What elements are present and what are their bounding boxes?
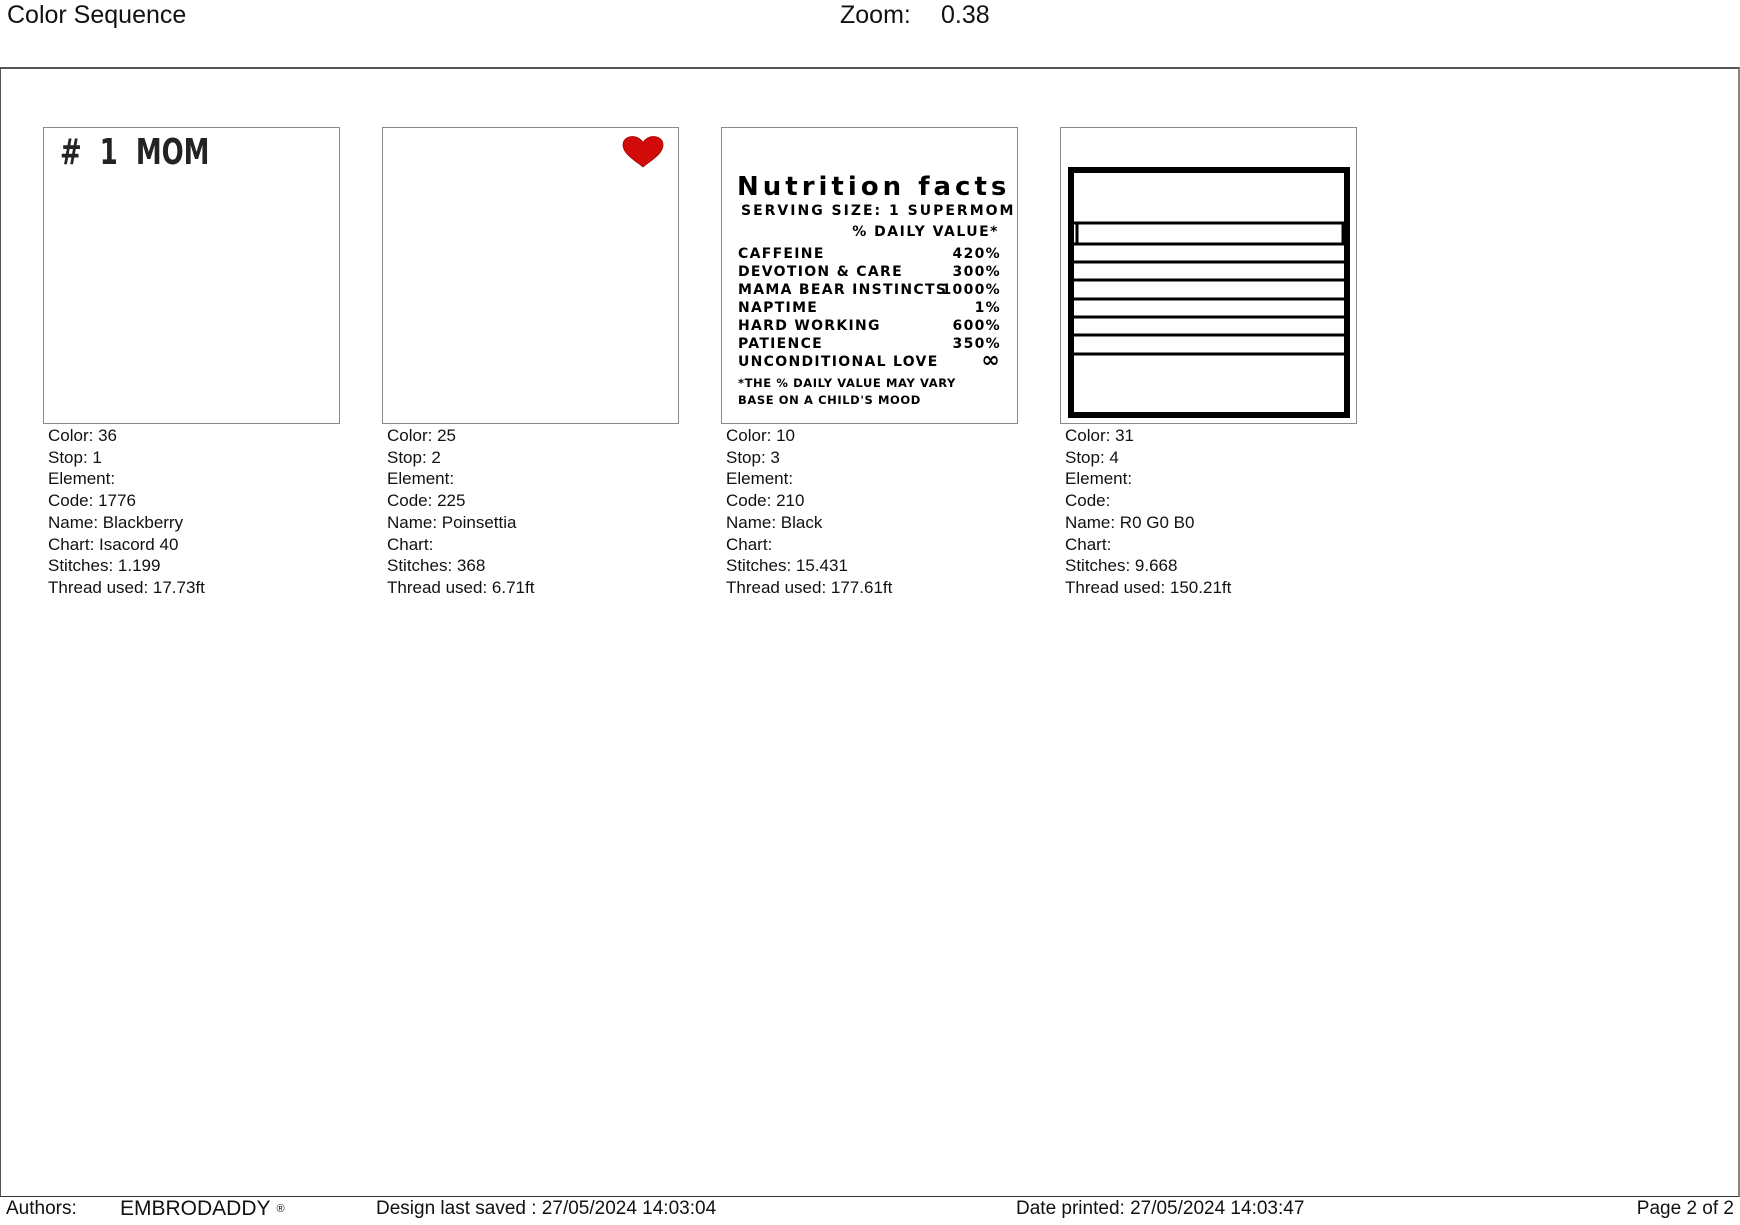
stop-1-info	[48, 425, 205, 599]
nutrition-facts-design	[722, 128, 1017, 423]
thread-used: Thread used: 17.73ft	[48, 577, 205, 597]
footnote-line-1: *THE % DAILY VALUE MAY VARY	[738, 376, 956, 390]
row-value: 350%	[952, 336, 1001, 352]
daily-value-header: % DAILY VALUE*	[852, 224, 999, 240]
mom-text-design: # 1 MOM	[60, 132, 210, 173]
row-label: MAMA BEAR INSTINCTS	[738, 282, 948, 298]
color-number: Color: 36	[48, 426, 117, 445]
row-label: CAFFEINE	[738, 246, 825, 262]
row-label: HARD WORKING	[738, 318, 881, 334]
stop-number: Stop: 1	[48, 447, 102, 467]
thread-used: Thread used: 150.21ft	[1065, 577, 1232, 597]
color-number: Color: 31	[1065, 426, 1134, 445]
thread-used: Thread used: 177.61ft	[726, 577, 893, 597]
color-number: Color: 10	[726, 426, 795, 445]
page-title: Color Sequence	[7, 1, 187, 29]
zoom-label: Zoom:	[840, 1, 911, 29]
stop-2-info	[387, 425, 534, 599]
thread-name: Name: Blackberry	[48, 512, 184, 532]
stop-1-preview	[43, 127, 340, 424]
thread-code: Code: 210	[726, 491, 805, 511]
nutrition-row	[738, 282, 1001, 300]
author-name	[120, 1197, 285, 1221]
stitch-count: Stitches: 368	[387, 556, 486, 576]
row-value: 1%	[974, 300, 1001, 316]
stitch-count: Stitches: 1.199	[48, 556, 161, 576]
thread-chart: Chart:	[726, 534, 773, 554]
nutrition-row	[738, 318, 1001, 336]
footnote-line-2: BASE ON A CHILD'S MOOD	[738, 393, 921, 407]
row-label: UNCONDITIONAL LOVE	[738, 354, 939, 370]
stop-number: Stop: 3	[726, 447, 780, 467]
row-value: 1000%	[941, 282, 1001, 298]
nutrition-title: Nutrition facts	[737, 172, 1011, 202]
infinity-icon: ∞	[981, 348, 1001, 373]
serving-size: SERVING SIZE: 1 SUPERMOM	[741, 203, 1016, 219]
nutrition-row	[738, 246, 1001, 264]
page-number: Page 2 of 2	[1636, 1198, 1734, 1219]
thread-chart: Chart: Isacord 40	[48, 534, 179, 554]
nutrition-row	[738, 264, 1001, 282]
stop-number: Stop: 4	[1065, 447, 1119, 467]
stop-number: Stop: 2	[387, 447, 441, 467]
nutrition-row	[738, 336, 1001, 354]
thread-code: Code:	[1065, 491, 1111, 511]
date-printed: Date printed: 27/05/2024 14:03:47	[1016, 1198, 1305, 1219]
zoom-value: 0.38	[941, 1, 990, 29]
nutrition-row	[738, 348, 1001, 373]
author: EMBRODADDY	[120, 1197, 271, 1220]
row-value: 420%	[952, 246, 1001, 262]
stop-3-info	[726, 425, 892, 599]
thread-chart: Chart:	[1065, 534, 1112, 554]
stop-2-preview	[382, 127, 679, 424]
design-last-saved: Design last saved : 27/05/2024 14:03:04	[376, 1198, 717, 1219]
element: Element:	[1065, 469, 1133, 489]
row-label: DEVOTION & CARE	[738, 264, 903, 280]
row-value: 300%	[952, 264, 1001, 280]
thread-name: Name: Black	[726, 512, 823, 532]
stop-4-info	[1065, 425, 1231, 599]
row-label: NAPTIME	[738, 300, 819, 316]
registered-mark: ®	[276, 1203, 285, 1215]
nutrition-row	[738, 300, 1001, 318]
color-number: Color: 25	[387, 426, 456, 445]
thread-code: Code: 225	[387, 491, 466, 511]
stitch-count: Stitches: 15.431	[726, 556, 848, 576]
row-label: PATIENCE	[738, 336, 824, 352]
stop-4-preview	[1060, 127, 1357, 424]
thread-code: Code: 1776	[48, 491, 136, 511]
authors-label: Authors:	[6, 1198, 77, 1219]
thread-name: Name: R0 G0 B0	[1065, 512, 1195, 532]
thread-chart: Chart:	[387, 534, 434, 554]
thread-name: Name: Poinsettia	[387, 512, 517, 532]
heart-icon	[622, 136, 664, 168]
thread-used: Thread used: 6.71ft	[387, 577, 535, 597]
row-value: 600%	[952, 318, 1001, 334]
label-frame-lines-design	[1061, 128, 1356, 423]
stitch-count: Stitches: 9.668	[1065, 556, 1178, 576]
element: Element:	[726, 469, 794, 489]
element: Element:	[387, 469, 455, 489]
stop-3-preview	[721, 127, 1018, 424]
element: Element:	[48, 469, 116, 489]
